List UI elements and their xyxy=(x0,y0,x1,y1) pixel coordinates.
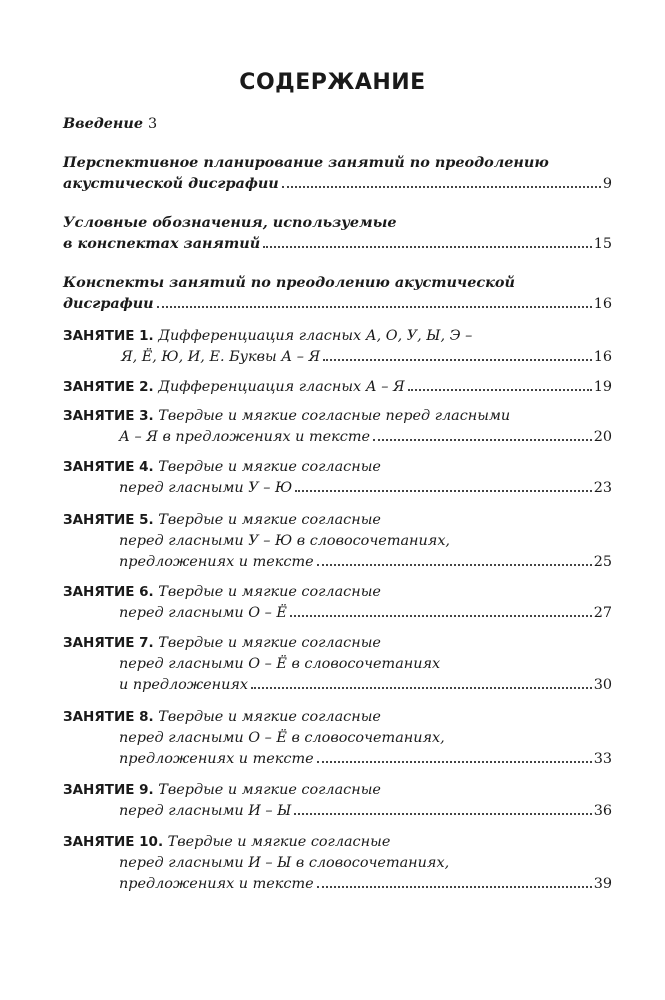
toc-entry-lesson-4[interactable] xyxy=(63,457,612,499)
dot-leader xyxy=(317,761,592,763)
dot-leader xyxy=(295,490,592,492)
toc-entry-lesson-notes[interactable] xyxy=(63,272,612,315)
lesson-label: ЗАНЯТИЕ 4. xyxy=(63,459,154,475)
dot-leader xyxy=(408,389,592,391)
lesson-title: Твердые и мягкие согласные xyxy=(158,782,381,798)
toc-entry-lesson-9[interactable] xyxy=(63,780,612,822)
lesson-title: Твердые и мягкие согласные xyxy=(158,584,381,600)
toc-entry-planning[interactable] xyxy=(63,152,612,195)
toc-entry-lesson-3[interactable] xyxy=(63,406,612,448)
toc-page-number: 23 xyxy=(593,480,612,496)
toc-entry-lesson-2[interactable] xyxy=(63,377,612,398)
toc-entry-notation[interactable] xyxy=(63,212,612,255)
toc-entry-title: Конспекты занятий по преодолению акустической xyxy=(63,274,515,291)
lesson-title: Твердые и мягкие согласные xyxy=(158,459,381,475)
toc-page-number: 20 xyxy=(593,429,612,445)
toc-entry-title: Перспективное планирование занятий по преодолению xyxy=(63,154,549,171)
toc-entry-lesson-7[interactable] xyxy=(63,633,612,696)
toc-entry-title-cont: в конспектах занятий xyxy=(63,235,261,252)
lesson-title-cont: перед гласными У – Ю xyxy=(119,480,293,496)
dot-leader xyxy=(373,439,592,441)
lesson-label: ЗАНЯТИЕ 5. xyxy=(63,512,154,528)
dot-leader xyxy=(290,615,592,617)
dot-leader xyxy=(317,886,592,888)
lesson-title-cont: перед гласными И – Ы xyxy=(119,803,292,819)
toc-entry-introduction[interactable] xyxy=(63,113,157,135)
toc-entry-lesson-5[interactable] xyxy=(63,510,612,573)
dot-leader xyxy=(317,564,592,566)
toc-entry-title-cont: дисграфии xyxy=(63,295,154,312)
lesson-title-cont: предложениях и тексте xyxy=(119,554,314,570)
lesson-label: ЗАНЯТИЕ 9. xyxy=(63,782,154,798)
lesson-title-cont: А – Я в предложениях и тексте xyxy=(119,429,370,445)
toc-entry-title: Условные обозначения, используемые xyxy=(63,214,397,231)
lesson-title-cont: Я, Ё, Ю, И, Е. Буквы А – Я xyxy=(121,349,321,365)
lesson-title-cont: перед гласными О – Ё xyxy=(119,605,287,621)
lesson-title: Твердые и мягкие согласные xyxy=(158,709,381,725)
lesson-title: Дифференциация гласных А – Я xyxy=(158,379,405,395)
toc-entry-lesson-10[interactable] xyxy=(63,832,612,895)
lesson-title: Твердые и мягкие согласные перед гласными xyxy=(158,408,511,424)
toc-page-number: 36 xyxy=(593,803,612,819)
toc-page-number: 9 xyxy=(602,176,612,192)
lesson-label: ЗАНЯТИЕ 7. xyxy=(63,635,154,651)
toc-page-number: 25 xyxy=(593,554,612,570)
lesson-title: Твердые и мягкие согласные xyxy=(158,512,381,528)
page-title: СОДЕРЖАНИЕ xyxy=(239,70,426,95)
toc-entry-lesson-8[interactable] xyxy=(63,707,612,770)
toc-page-number: 33 xyxy=(593,751,612,767)
dot-leader xyxy=(282,186,601,188)
lesson-title-cont: предложениях и тексте xyxy=(119,876,314,892)
toc-page-number: 19 xyxy=(593,379,612,395)
dot-leader xyxy=(294,813,591,815)
toc-page-number: 39 xyxy=(593,876,612,892)
toc-entry-lesson-6[interactable] xyxy=(63,582,612,624)
dot-leader xyxy=(251,687,592,689)
lesson-title: Дифференциация гласных А, О, У, Ы, Э – xyxy=(158,328,473,344)
lesson-label: ЗАНЯТИЕ 3. xyxy=(63,408,154,424)
lesson-title-cont: и предложениях xyxy=(119,677,249,693)
lesson-label: ЗАНЯТИЕ 2. xyxy=(63,379,154,395)
lesson-label: ЗАНЯТИЕ 1. xyxy=(63,328,154,344)
toc-page-number: 16 xyxy=(593,296,612,312)
toc-page-number: 16 xyxy=(593,349,612,365)
dot-leader xyxy=(263,246,592,248)
dot-leader xyxy=(323,359,592,361)
lesson-title-cont: перед гласными У – Ю в словосочетаниях, xyxy=(119,533,451,549)
toc-entry-title: Введение xyxy=(63,115,144,132)
lesson-label: ЗАНЯТИЕ 10. xyxy=(63,834,164,850)
dot-leader xyxy=(157,306,592,308)
lesson-title-cont: предложениях и тексте xyxy=(119,751,314,767)
lesson-title-cont: перед гласными О – Ё в словосочетаниях, xyxy=(119,730,445,746)
toc-page-number: 15 xyxy=(593,236,612,252)
lesson-title-cont: перед гласными И – Ы в словосочетаниях, xyxy=(119,855,450,871)
lesson-label: ЗАНЯТИЕ 8. xyxy=(63,709,154,725)
toc-entry-title-cont: акустической дисграфии xyxy=(63,175,279,192)
lesson-label: ЗАНЯТИЕ 6. xyxy=(63,584,154,600)
toc-page-number: 3 xyxy=(148,116,158,132)
toc-page-number: 27 xyxy=(593,605,612,621)
toc-page-number: 30 xyxy=(593,677,612,693)
toc-entry-lesson-1[interactable] xyxy=(63,326,612,368)
lesson-title: Твердые и мягкие согласные xyxy=(158,635,381,651)
lesson-title-cont: перед гласными О – Ё в словосочетаниях xyxy=(119,656,441,672)
lesson-title: Твердые и мягкие согласные xyxy=(167,834,391,850)
